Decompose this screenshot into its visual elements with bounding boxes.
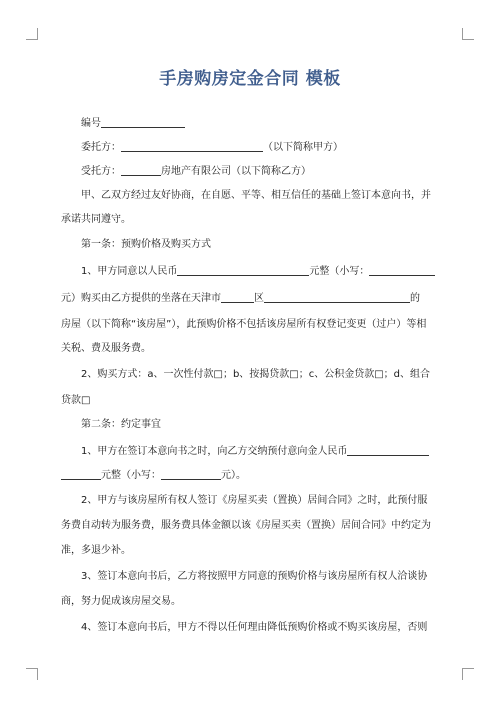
paragraph-line: 4、签订本意向书后，甲方不得以任何理由降低预购价格或不购买该房屋，否则 bbox=[81, 622, 428, 633]
agent-name-blank[interactable] bbox=[121, 164, 161, 176]
crop-mark-bottom-right bbox=[462, 668, 474, 680]
deposit-lowercase-blank[interactable] bbox=[161, 468, 221, 480]
contract-number-label: 编号 bbox=[81, 118, 101, 129]
paragraph-line: 商，努力促成该房屋交易。 bbox=[61, 596, 181, 607]
paragraph-line bbox=[61, 468, 443, 483]
crop-mark-top-right bbox=[462, 28, 474, 40]
agent-label: 受托方： bbox=[81, 166, 121, 177]
paragraph-line bbox=[61, 291, 443, 306]
text-segment: 元）。 bbox=[221, 470, 246, 481]
client-alias: （以下简称甲方） bbox=[263, 142, 343, 153]
paragraph-line: 2、甲方与该房屋所有权人签订《房屋买卖（置换）居间合同》之时，此预付服 bbox=[81, 495, 428, 506]
paragraph-line bbox=[81, 264, 463, 279]
client-name-blank[interactable] bbox=[121, 140, 263, 152]
article-1-heading: 第一条：预购价格及购买方式 bbox=[81, 239, 211, 250]
paragraph-line: 关税、费及服务费。 bbox=[61, 343, 151, 354]
contract-number-blank[interactable] bbox=[101, 116, 185, 128]
text-segment: 1、甲方在签订本意向书之时，向乙方交纳预付意向金人民币 bbox=[81, 446, 348, 457]
contract-number-line bbox=[81, 116, 463, 131]
price-uppercase-blank[interactable] bbox=[177, 264, 309, 276]
paragraph-line: 承诺共同遵守。 bbox=[61, 214, 131, 225]
deposit-uppercase-blank[interactable] bbox=[347, 444, 429, 456]
document-title: 手房购房定金合同 模板 bbox=[159, 69, 341, 89]
text-segment: 区 bbox=[254, 293, 264, 304]
paragraph-line: 3、签订本意向书后，乙方将按照甲方同意的预购价格与该房屋所有权人洽谈协 bbox=[81, 571, 428, 582]
paragraph-line: 务费自动转为服务费，服务费具体金额以该《房屋买卖（置换）居间合同》中约定为 bbox=[61, 520, 431, 531]
deposit-uppercase-blank-cont[interactable] bbox=[61, 468, 101, 480]
client-line bbox=[81, 140, 463, 155]
agent-company: 房地产有限公司（以下简称乙方） bbox=[161, 166, 311, 177]
crop-mark-top-left bbox=[26, 28, 38, 40]
text-segment: 元）购买由乙方提供的坐落在天津市 bbox=[61, 293, 221, 304]
payment-method-line[interactable]: 贷款□ bbox=[61, 395, 91, 406]
paragraph-line: 甲、乙双方经过友好协商，在自愿、平等、相互信任的基础上签订本意向书，并 bbox=[81, 190, 431, 201]
paragraph-line: 准，多退少补。 bbox=[61, 545, 131, 556]
crop-mark-bottom-left bbox=[26, 668, 38, 680]
article-2-heading: 第二条：约定事宜 bbox=[81, 419, 161, 430]
price-lowercase-blank[interactable] bbox=[369, 264, 435, 276]
payment-method-line[interactable]: 2、购买方式：a、一次性付款□；b、按揭贷款□；c、公积金贷款□；d、组合 bbox=[81, 369, 431, 380]
text-segment: 元整（小写： bbox=[309, 266, 370, 277]
district-blank[interactable] bbox=[221, 291, 254, 303]
text-segment: 1、甲方同意以人民币 bbox=[81, 266, 178, 277]
text-segment: 元整（小写： bbox=[101, 470, 161, 481]
client-label: 委托方： bbox=[81, 142, 121, 153]
address-blank[interactable] bbox=[264, 291, 410, 303]
paragraph-line bbox=[81, 444, 463, 459]
agent-line bbox=[81, 164, 463, 179]
text-segment: 的 bbox=[410, 293, 420, 304]
paragraph-line: 房屋（以下简称“该房屋”），此预购价格不包括该房屋所有权登记变更（过户）等相 bbox=[61, 319, 427, 330]
